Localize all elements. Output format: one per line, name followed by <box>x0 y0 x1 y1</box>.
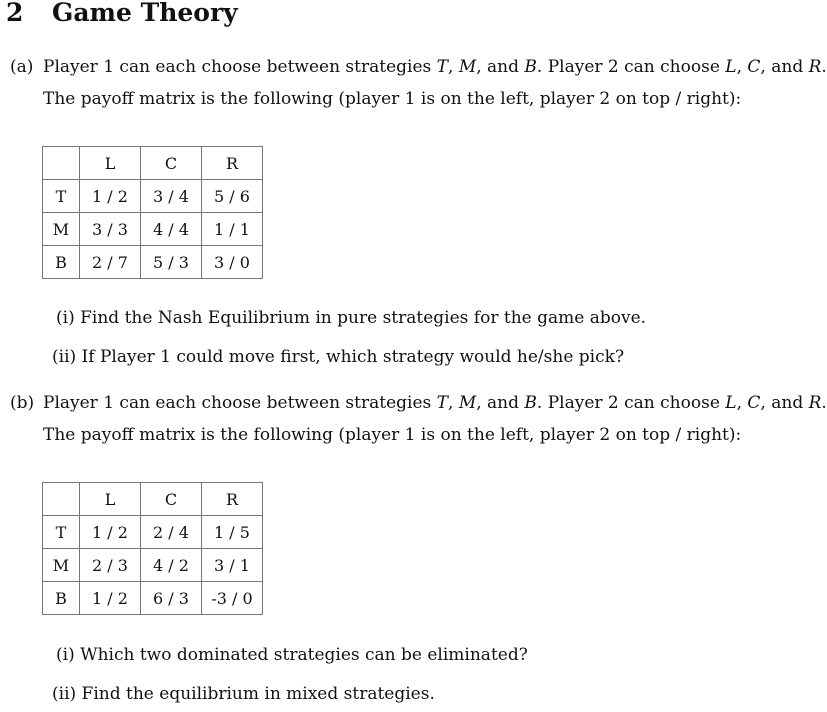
col-header: C <box>141 147 202 180</box>
part-b-label: (b) <box>10 393 35 413</box>
payoff-cell: 4 / 4 <box>141 213 202 246</box>
table-row <box>43 180 263 213</box>
payoff-cell: 6 / 3 <box>141 582 202 615</box>
sep: , <box>736 393 748 413</box>
col-header: R <box>202 483 263 516</box>
part-b-question-ii: (ii) Find the equilibrium in mixed strategies. <box>52 684 435 704</box>
col-header: L <box>80 483 141 516</box>
part-a-line1-pre: Player 1 can each choose between strategies <box>43 57 437 77</box>
part-b-line1-pre: Player 1 can each choose between strategies <box>43 393 437 413</box>
strategy-R: R <box>808 57 822 77</box>
payoff-cell: 3 / 1 <box>202 549 263 582</box>
strategy-C: C <box>747 57 761 77</box>
strategy-T: T <box>436 57 448 77</box>
payoff-matrix-b <box>42 482 263 615</box>
corner-cell <box>43 147 80 180</box>
part-a-question-ii: (ii) If Player 1 could move first, which strategy would he/she pick? <box>52 347 625 367</box>
corner-cell <box>43 483 80 516</box>
part-b-line1 <box>43 393 827 413</box>
row-label: T <box>43 516 80 549</box>
strategy-T: T <box>436 393 448 413</box>
sep: , <box>448 57 459 77</box>
col-header: L <box>80 147 141 180</box>
sep: , and <box>476 57 525 77</box>
part-a-label: (a) <box>10 57 34 77</box>
part-b-line1-mid: . Player 2 can choose <box>536 393 726 413</box>
col-header: R <box>202 147 263 180</box>
row-label: B <box>43 582 80 615</box>
table-row <box>43 213 263 246</box>
sep: , <box>736 57 748 77</box>
sep: , and <box>476 393 525 413</box>
payoff-cell: 3 / 4 <box>141 180 202 213</box>
payoff-cell: 1 / 2 <box>80 582 141 615</box>
table-row <box>43 246 263 279</box>
row-label: T <box>43 180 80 213</box>
payoff-cell: 2 / 4 <box>141 516 202 549</box>
strategy-L: L <box>725 393 737 413</box>
part-a-line1-mid: . Player 2 can choose <box>536 57 726 77</box>
part-a-question-i: (i) Find the Nash Equilibrium in pure strategies for the game above. <box>56 308 647 328</box>
part-b-question-i: (i) Which two dominated strategies can be eliminated? <box>56 645 528 665</box>
payoff-cell: 2 / 7 <box>80 246 141 279</box>
table-row <box>43 549 263 582</box>
col-header: C <box>141 483 202 516</box>
part-b-line2: The payoff matrix is the following (player 1 is on the left, player 2 on top / right): <box>43 425 742 445</box>
strategy-B: B <box>524 57 537 77</box>
strategy-M: M <box>458 57 477 77</box>
strategy-C: C <box>747 393 761 413</box>
sep: , and <box>760 393 809 413</box>
row-label: M <box>43 549 80 582</box>
payoff-cell: 2 / 3 <box>80 549 141 582</box>
section-title: Game Theory <box>52 0 238 27</box>
payoff-cell: 1 / 2 <box>80 180 141 213</box>
payoff-cell: 3 / 0 <box>202 246 263 279</box>
table-header-row <box>43 483 263 516</box>
table-row <box>43 516 263 549</box>
payoff-cell: -3 / 0 <box>202 582 263 615</box>
strategy-M: M <box>458 393 477 413</box>
payoff-cell: 1 / 2 <box>80 516 141 549</box>
payoff-cell: 3 / 3 <box>80 213 141 246</box>
strategy-R: R <box>808 393 822 413</box>
sep: , and <box>760 57 809 77</box>
part-a-line1 <box>43 57 827 77</box>
payoff-matrix-a <box>42 146 263 279</box>
table-header-row <box>43 147 263 180</box>
period: . <box>821 393 827 413</box>
sep: , <box>448 393 459 413</box>
payoff-cell: 4 / 2 <box>141 549 202 582</box>
row-label: M <box>43 213 80 246</box>
part-a-line2: The payoff matrix is the following (player 1 is on the left, player 2 on top / right): <box>43 89 742 109</box>
payoff-cell: 5 / 3 <box>141 246 202 279</box>
period: . <box>821 57 827 77</box>
payoff-cell: 1 / 5 <box>202 516 263 549</box>
section-number: 2 <box>6 0 24 27</box>
table-row <box>43 582 263 615</box>
strategy-B: B <box>524 393 537 413</box>
payoff-cell: 1 / 1 <box>202 213 263 246</box>
payoff-cell: 5 / 6 <box>202 180 263 213</box>
row-label: B <box>43 246 80 279</box>
strategy-L: L <box>725 57 737 77</box>
